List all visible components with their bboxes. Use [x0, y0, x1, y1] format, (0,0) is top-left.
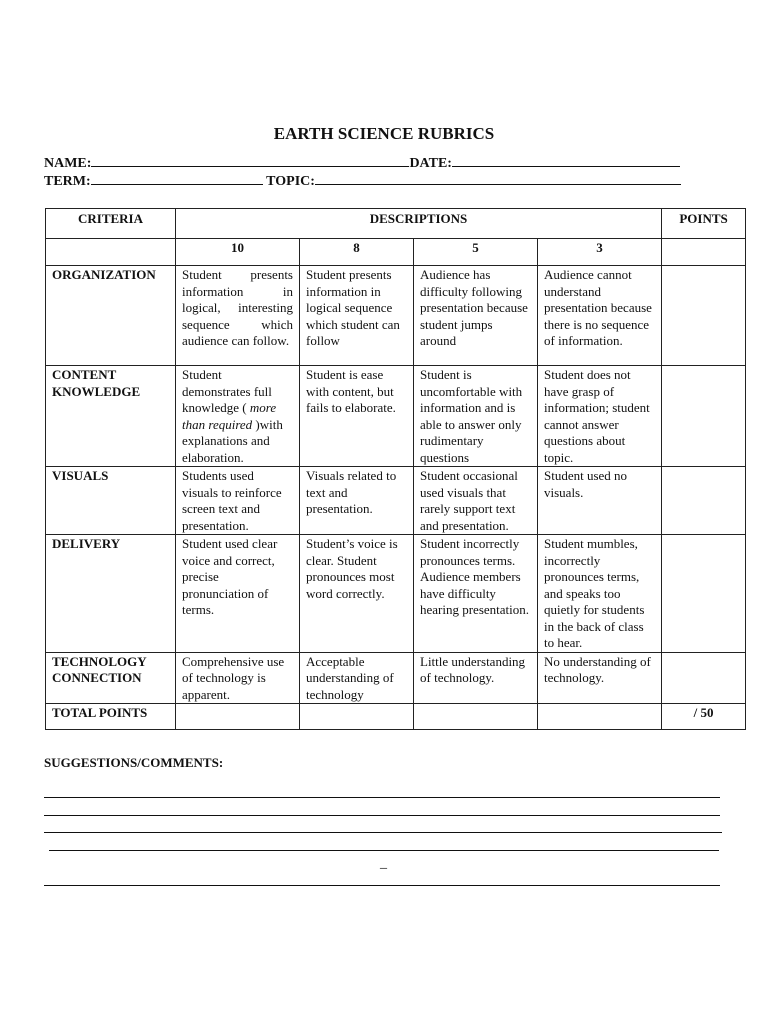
cell-organization-8: Student presents information in logical sequence which student can follow: [300, 266, 414, 366]
score-blank: [46, 239, 176, 266]
cell-visuals-8: Visuals related to text and presentation.: [300, 467, 414, 535]
cell-visuals-3: Student used no visuals.: [538, 467, 662, 535]
score-row: [46, 239, 746, 266]
cell-technology-3: No understanding of technology.: [538, 652, 662, 704]
cell-organization-5: Audience has difficulty following presentation because student jumps around: [414, 266, 538, 366]
date-label: DATE:: [409, 156, 452, 171]
total-points-value[interactable]: / 50: [662, 704, 746, 730]
points-delivery[interactable]: [662, 535, 746, 653]
cell-content-5: Student is uncomfortable with information and is able to answer only rudimentary questions: [414, 366, 538, 467]
total-label: TOTAL POINTS: [46, 704, 176, 730]
criteria-organization: ORGANIZATION: [46, 266, 176, 366]
cell-visuals-10: Students used visuals to reinforce screen text and presentation.: [176, 467, 300, 535]
term-field[interactable]: [91, 172, 263, 185]
cell-content-8: Student is ease with content, but fails to elaborate.: [300, 366, 414, 467]
comment-line[interactable]: [44, 885, 720, 886]
score-5: 5: [414, 239, 538, 266]
table-row: [46, 467, 746, 535]
cell-delivery-8: Student’s voice is clear. Student pronounces most word correctly.: [300, 535, 414, 653]
table-row: [46, 652, 746, 704]
cell-delivery-10: Student used clear voice and correct, precise pronunciation of terms.: [176, 535, 300, 653]
cell-organization-3: Audience cannot understand presentation because there is no sequence of information.: [538, 266, 662, 366]
term-label: TERM:: [44, 174, 91, 189]
total-blank: [414, 704, 538, 730]
table-row: [46, 366, 746, 467]
total-blank: [300, 704, 414, 730]
name-label: NAME:: [44, 156, 92, 171]
cell-technology-10: Comprehensive use of technology is apparent.: [176, 652, 300, 704]
cell-technology-5: Little understanding of technology.: [414, 652, 538, 704]
cell-content-10: [176, 366, 300, 467]
comment-line[interactable]: [44, 832, 722, 833]
italic-phrase: more than required: [182, 400, 277, 432]
points-content[interactable]: [662, 366, 746, 467]
comment-dash: _: [380, 856, 387, 871]
cell-delivery-3: Student mumbles, incorrectly pronounces terms, and speaks too quietly for students in the back of class to hear.: [538, 535, 662, 653]
cell-delivery-5: Student incorrectly pronounces terms. Audience members have difficulty hearing presentation.: [414, 535, 538, 653]
total-blank: [538, 704, 662, 730]
criteria-technology: TECHNOLOGY CONNECTION: [46, 652, 176, 704]
comment-line[interactable]: [44, 815, 720, 816]
criteria-visuals: VISUALS: [46, 467, 176, 535]
name-date-line: [44, 154, 680, 172]
points-organization[interactable]: [662, 266, 746, 366]
term-topic-line: [44, 172, 681, 190]
score-10: 10: [176, 239, 300, 266]
descriptions-header: DESCRIPTIONS: [176, 209, 662, 239]
table-header-row: [46, 209, 746, 239]
table-row: [46, 266, 746, 366]
criteria-delivery: DELIVERY: [46, 535, 176, 653]
comments-label: SUGGESTIONS/COMMENTS:: [44, 755, 224, 770]
comment-line[interactable]: [44, 797, 720, 798]
cell-content-10-text: Student demonstrates full knowledge ( more than required )with explanations and elaboration.: [182, 367, 283, 465]
points-visuals[interactable]: [662, 467, 746, 535]
name-field[interactable]: [91, 154, 409, 167]
page-title: EARTH SCIENCE RUBRICS: [273, 124, 495, 143]
rubric-table: [45, 208, 746, 730]
criteria-header: CRITERIA: [46, 209, 176, 239]
cell-content-3: Student does not have grasp of information; student cannot answer questions about topic.: [538, 366, 662, 467]
points-header: POINTS: [662, 209, 746, 239]
comment-line[interactable]: [49, 850, 719, 851]
score-3: 3: [538, 239, 662, 266]
date-field[interactable]: [452, 154, 680, 167]
points-technology[interactable]: [662, 652, 746, 704]
topic-field[interactable]: [315, 172, 681, 185]
score-8: 8: [300, 239, 414, 266]
criteria-content-knowledge: CONTENT KNOWLEDGE: [46, 366, 176, 467]
topic-label: TOPIC:: [266, 174, 315, 189]
cell-visuals-5: Student occasional used visuals that rarely support text and presentation.: [414, 467, 538, 535]
total-row: [46, 704, 746, 730]
cell-technology-8: Acceptable understanding of technology: [300, 652, 414, 704]
points-blank: [662, 239, 746, 266]
table-row: [46, 535, 746, 653]
total-blank: [176, 704, 300, 730]
cell-organization-10: Student presents information in logical, interesting sequence which audience can follow.: [176, 266, 300, 366]
